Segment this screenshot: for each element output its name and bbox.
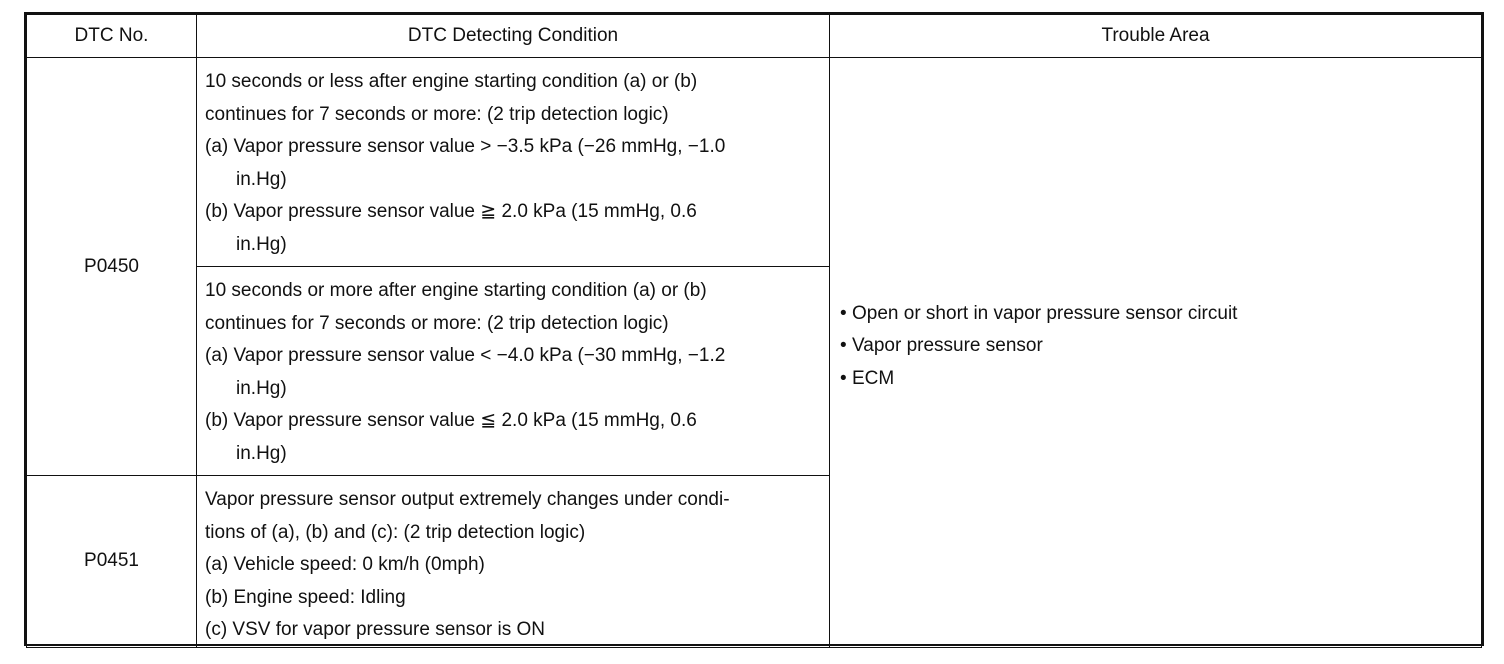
condition-line: in.Hg) [236, 233, 287, 255]
condition-line: 10 seconds or more after engine starting condition (a) or (b) [205, 280, 707, 301]
condition-line: in.Hg) [236, 442, 287, 464]
dtc-table-frame [24, 12, 1484, 646]
condition-line: continues for 7 seconds or more: (2 trip detection logic) [205, 312, 669, 334]
bullet-icon: • [840, 335, 847, 357]
condition-line: (b) Engine speed: Idling [205, 586, 406, 608]
condition-line: continues for 7 seconds or more: (2 trip detection logic) [205, 103, 669, 125]
header-row [27, 15, 1482, 58]
condition-line: (c) VSV for vapor pressure sensor is ON [205, 619, 545, 641]
trouble-area-cell [830, 58, 1482, 648]
condition-line: in.Hg) [236, 168, 287, 190]
condition-line: (a) Vapor pressure sensor value > −3.5 kPa (−26 mmHg, −1.0 [205, 136, 726, 158]
condition-line: (b) Vapor pressure sensor value ≧ 2.0 kPa (15 mmHg, 0.6 [205, 201, 697, 223]
condition-line: (a) Vapor pressure sensor value < −4.0 kPa (−30 mmHg, −1.2 [205, 345, 726, 367]
header-dtc-no: DTC No. [27, 15, 197, 58]
dtc-code-p0450: P0450 [27, 58, 197, 476]
dtc-code-p0451: P0451 [27, 476, 197, 648]
condition-cell-p0450-a [197, 58, 830, 267]
condition-line: (a) Vehicle speed: 0 km/h (0mph) [205, 554, 485, 576]
condition-line: (b) Vapor pressure sensor value ≦ 2.0 kPa (15 mmHg, 0.6 [205, 410, 697, 432]
bullet-icon: • [840, 302, 847, 324]
header-trouble-area: Trouble Area [830, 15, 1482, 58]
trouble-item-label: ECM [852, 367, 895, 389]
condition-line: tions of (a), (b) and (c): (2 trip detection logic) [205, 521, 586, 543]
list-item [840, 298, 1481, 331]
dtc-table [26, 14, 1482, 648]
list-item [840, 330, 1481, 363]
condition-line: 10 seconds or less after engine starting condition (a) or (b) [205, 71, 698, 92]
list-item [840, 363, 1481, 396]
condition-cell-p0451 [197, 476, 830, 648]
table-row-p0450-a [27, 58, 1482, 267]
condition-line: in.Hg) [236, 377, 287, 399]
trouble-area-list [840, 298, 1481, 396]
condition-line: Vapor pressure sensor output extremely changes under condi- [205, 489, 730, 510]
header-condition: DTC Detecting Condition [197, 15, 830, 58]
trouble-item-label: Vapor pressure sensor [852, 335, 1043, 357]
bullet-icon: • [840, 367, 847, 389]
condition-cell-p0450-b [197, 267, 830, 476]
trouble-item-label: Open or short in vapor pressure sensor circuit [852, 302, 1238, 324]
